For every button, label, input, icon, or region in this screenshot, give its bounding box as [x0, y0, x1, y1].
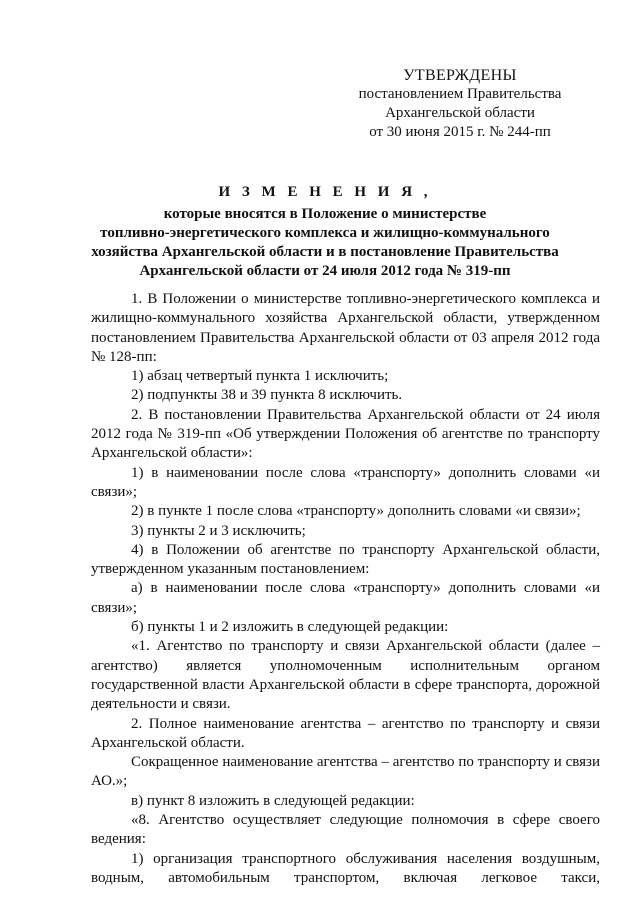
paragraph: 2) подпункты 38 и 39 пункта 8 исключить.: [131, 387, 403, 404]
paragraph: 1) в наименовании после слова «транспорту» дополнить словами «и связи»;: [91, 464, 600, 500]
title-line: хозяйства Архангельской области и в постановление Правительства: [91, 244, 559, 260]
paragraph: 3) пункты 2 и 3 исключить;: [131, 522, 306, 539]
paragraph: «8. Агентство осуществляет следующие полномочия в сфере своего ведения:: [91, 812, 600, 848]
paragraph: а) в наименовании после слова «транспорту» дополнить словами «и связи»;: [91, 580, 600, 616]
paragraph: 1. В Положении о министерстве топливно-энергетического комплекса и жилищно-коммунального хозяйства Архангельской области, утвержденном постановлением Правительства Архангельской области от 03 апреля 2012 года № 128-пп:: [91, 291, 600, 365]
approval-line: постановлением Правительства: [358, 86, 562, 102]
paragraph: в) пункт 8 изложить в следующей редакции:: [131, 792, 415, 809]
document-body: [91, 290, 600, 888]
title-caps: И З М Е Н Е Н И Я ,: [218, 184, 432, 200]
title-line: Архангельской области от 24 июля 2012 года № 319-пп: [139, 263, 511, 279]
approval-date: от 30 июня 2015 г. № 244-пп: [369, 124, 551, 140]
paragraph: «1. Агентство по транспорту и связи Архангельской области (далее – агентство) является уполномоченным исполнительным органом государственной власти Архангельской области в сфере транспорта, дорожной деятельности и связи.: [91, 638, 600, 713]
paragraph: 4) в Положении об агентстве по транспорту Архангельской области, утвержденном указанным постановлением:: [91, 541, 600, 578]
approval-heading: УТВЕРЖДЕНЫ: [403, 67, 517, 84]
paragraph: 1) организация транспортного обслуживания населения воздушным, водным, автомобильным транспортом, включая легковое такси,: [91, 850, 600, 886]
title-line: которые вносятся в Положение о министерстве: [163, 206, 487, 222]
approval-stamp: [340, 66, 580, 142]
paragraph: 2) в пункте 1 после слова «транспорту» дополнить словами «и связи»;: [131, 503, 581, 520]
title-line: топливно-энергетического комплекса и жилищно-коммунального: [100, 225, 550, 241]
paragraph: 2. Полное наименование агентства – агентство по транспорту и связи Архангельской области.: [91, 715, 600, 751]
paragraph: Сокращенное наименование агентства – агентство по транспорту и связи АО.»;: [91, 754, 600, 790]
document-title: [60, 183, 590, 281]
paragraph: б) пункты 1 и 2 изложить в следующей редакции:: [131, 619, 449, 636]
paragraph: 1) абзац четвертый пункта 1 исключить;: [131, 368, 389, 385]
paragraph: 2. В постановлении Правительства Архангельской области от 24 июля 2012 года № 319-пп «Об утверждении Положения об агентстве по транспорту Архангельской области»:: [91, 406, 600, 462]
approval-line: Архангельской области: [385, 105, 535, 121]
